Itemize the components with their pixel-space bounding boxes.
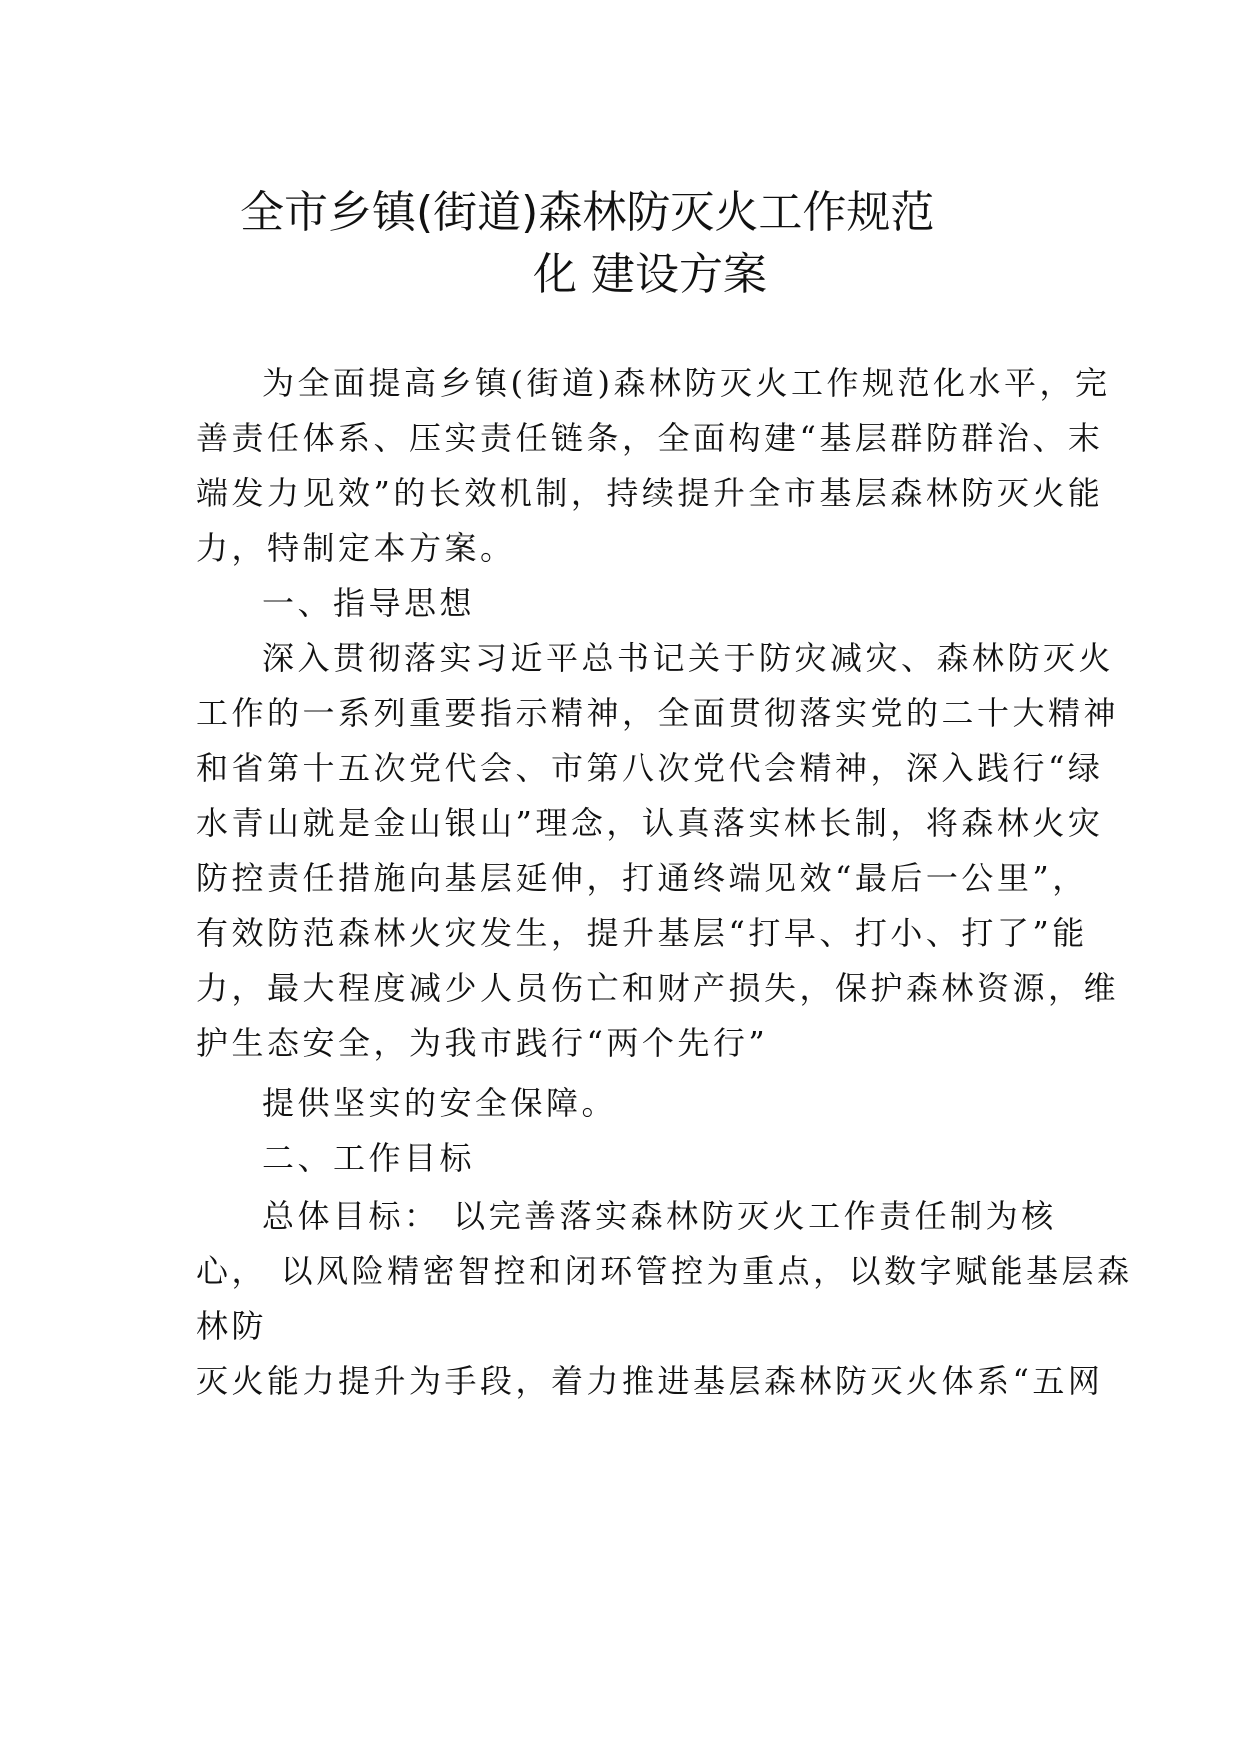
body-line: 端发力见效”的长效机制，持续提升全市基层森林防灭火能 — [196, 474, 1104, 512]
section-heading: 二、工作目标 — [262, 1139, 476, 1177]
body-line: 提供坚实的安全保障。 — [262, 1084, 618, 1122]
body-line: 有效防范森林火灾发生，提升基层“打早、打小、打了”能 — [196, 914, 1088, 952]
section-heading: 一、指导思想 — [262, 584, 476, 622]
body-line: 和省第十五次党代会、市第八次党代会精神，深入践行“绿 — [196, 749, 1104, 787]
body-line: 林防 — [196, 1307, 268, 1345]
body-line: 总体目标： 以完善落实森林防灭火工作责任制为核 — [262, 1197, 1057, 1235]
body-line: 心， 以风险精密智控和闭环管控为重点，以数字赋能基层森 — [196, 1252, 1133, 1290]
body-line: 深入贯彻落实习近平总书记关于防灾减灾、森林防灭火 — [262, 639, 1115, 677]
body-line: 水青山就是金山银山”理念，认真落实林长制，将森林火灾 — [196, 804, 1104, 842]
body-line: 工作的一系列重要指示精神，全面贯彻落实党的二十大精神 — [196, 694, 1120, 732]
body-line: 护生态安全，为我市践行“两个先行” — [196, 1024, 769, 1062]
body-line: 善责任体系、压实责任链条，全面构建“基层群防群治、末 — [196, 419, 1104, 457]
body-line: 防控责任措施向基层延伸，打通终端见效“最后一公里”， — [196, 859, 1088, 897]
body-line: 灭火能力提升为手段，着力推进基层森林防灭火体系“五网 — [196, 1362, 1104, 1400]
title-line-2: 化 建设方案 — [533, 249, 767, 300]
title-line-1: 全市乡镇(街道)森林防灭火工作规范 — [240, 187, 935, 238]
body-line: 力，特制定本方案。 — [196, 529, 516, 567]
body-line: 为全面提高乡镇(街道)森林防灭火工作规范化水平，完 — [262, 364, 1111, 402]
body-line: 力，最大程度减少人员伤亡和财产损失，保护森林资源，维 — [196, 969, 1120, 1007]
